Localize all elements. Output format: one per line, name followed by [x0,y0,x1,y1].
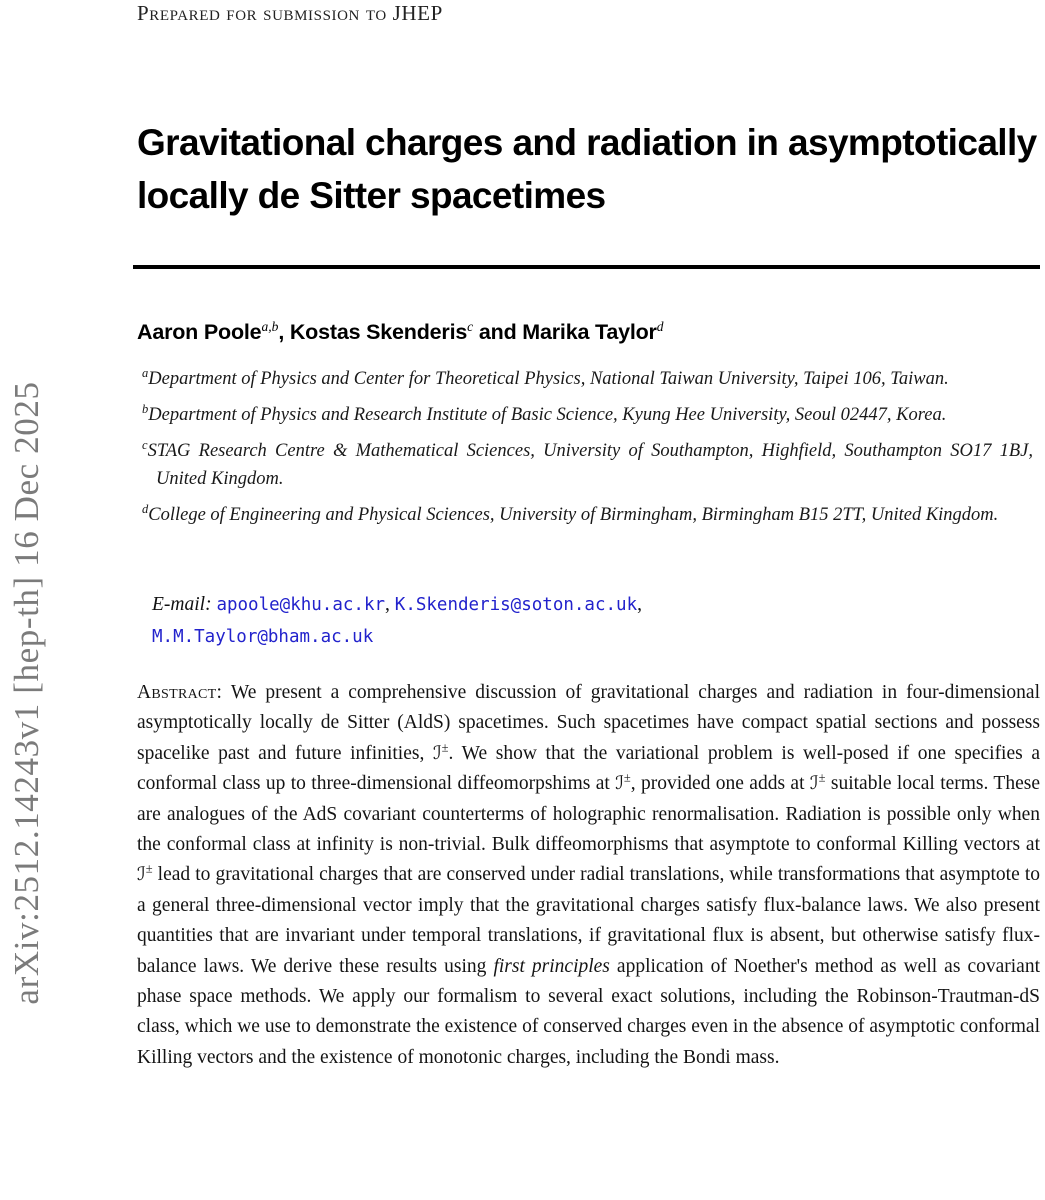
email-link-poole[interactable]: apoole@khu.ac.kr [216,595,386,615]
affiliation-a-text: Department of Physics and Center for Theoretical Physics, National Taiwan University, Taipei 106, Taiwan. [148,369,949,390]
affiliation-b [140,396,1033,430]
email-block [152,589,642,653]
author-separator-2: and [473,320,523,345]
affiliation-a-mark: a [142,366,149,380]
author-1: Aaron Poole [137,320,262,345]
scri-pm-3: ± [818,770,826,785]
abstract-italic-phrase: first principles [493,955,610,977]
scri-symbol-3: ℐ [809,773,819,795]
author-2-affil-marks: c [467,319,474,334]
scri-symbol-1: ℐ [432,742,442,764]
author-1-affil-marks: a,b [261,319,279,334]
affiliation-d-mark: d [142,501,149,516]
paper-title-line1: Gravitational charges and radiation in asymptotically [137,122,1037,163]
abstract-text-4: suitable local terms. These are analogues of the AdS covariant counterterms of holographic renormalisation. Radiation is possible only when the conformal class at infinity is non-trivial. Bulk diffeomorphisms that asymptote to conformal Killing vectors at [137,773,1040,856]
abstract-text-1: We present a comprehensive discussion of gravitational charges and radiation in four-dimensional asymptotically locally de Sitter (AldS) spacetimes. Such spacetimes have compact spatial sections and possess spacelike past and future infinities, [137,682,1040,764]
scri-pm-4: ± [145,861,153,876]
author-line [137,319,663,345]
affiliation-d-text: College of Engineering and Physical Sciences, University of Birmingham, Birmingham B15 2TT, United Kingdom. [148,505,999,526]
affiliation-c-mark: c [142,438,148,453]
email-label: E-mail: [152,594,217,615]
abstract-text-2: . We show that the variational problem is well-posed if one specifies a conformal class up to three-dimensional diffeomorpshims at [137,742,1040,795]
submission-note: Prepared for submission to JHEP [137,1,443,25]
affiliation-a [140,360,1033,394]
affiliation-c-text: STAG Research Centre & Mathematical Sciences, University of Southampton, Highfield, Southampton SO17 1BJ, United Kingdom. [147,441,1033,489]
scri-symbol-2: ℐ [615,773,624,795]
abstract-paragraph [137,678,1040,1073]
email-separator-2: , [637,594,642,615]
affiliation-d [140,496,1033,530]
scri-pm-1: ± [441,740,449,755]
scri-symbol-4: ℐ [137,864,146,886]
author-separator-1: , [278,320,290,345]
email-separator-1: , [385,594,395,615]
author-2: Kostas Skenderis [289,320,468,345]
abstract-text-3: , provided one adds at [630,773,810,795]
affiliation-c [140,432,1033,493]
affiliation-b-text: Department of Physics and Research Institute of Basic Science, Kyung Hee University, Seoul 02447, Korea. [148,405,947,426]
author-3-affil-marks: d [656,319,664,334]
title-rule [133,265,1040,269]
abstract-text-6: application of Noether's method as well as covariant phase space methods. We apply our formalism to several exact solutions, including the Robinson-Trautman-dS class, which we use to demonstrate the existence of conserved charges even in the absence of asymptotic conformal Killing vectors and the existence of monotonic charges, including the Bondi mass. [137,955,1040,1068]
paper-title [137,116,1040,222]
abstract-label: Abstract: [137,682,223,703]
paper-title-line2: locally de Sitter spacetimes [137,175,606,216]
affiliation-list [140,360,1033,532]
author-3: Marika Taylor [522,320,657,345]
email-link-skenderis[interactable]: K.Skenderis@soton.ac.uk [394,595,638,615]
arxiv-identifier-watermark: arXiv:2512.14243v1 [hep-th] 16 Dec 2025 [7,381,46,1005]
abstract-text-5: lead to gravitational charges that are conserved under radial translations, while transformations that asymptote to a general three-dimensional vector imply that the gravitational charges satisfy flux-balance laws. We also present quantities that are invariant under temporal translations, if gravitational flux is absent, but otherwise satisfy flux-balance laws. We derive these results using [137,864,1040,977]
affiliation-b-mark: b [142,402,149,417]
email-link-taylor[interactable]: M.M.Taylor@bham.ac.uk [152,627,374,647]
scri-pm-2: ± [623,770,631,785]
